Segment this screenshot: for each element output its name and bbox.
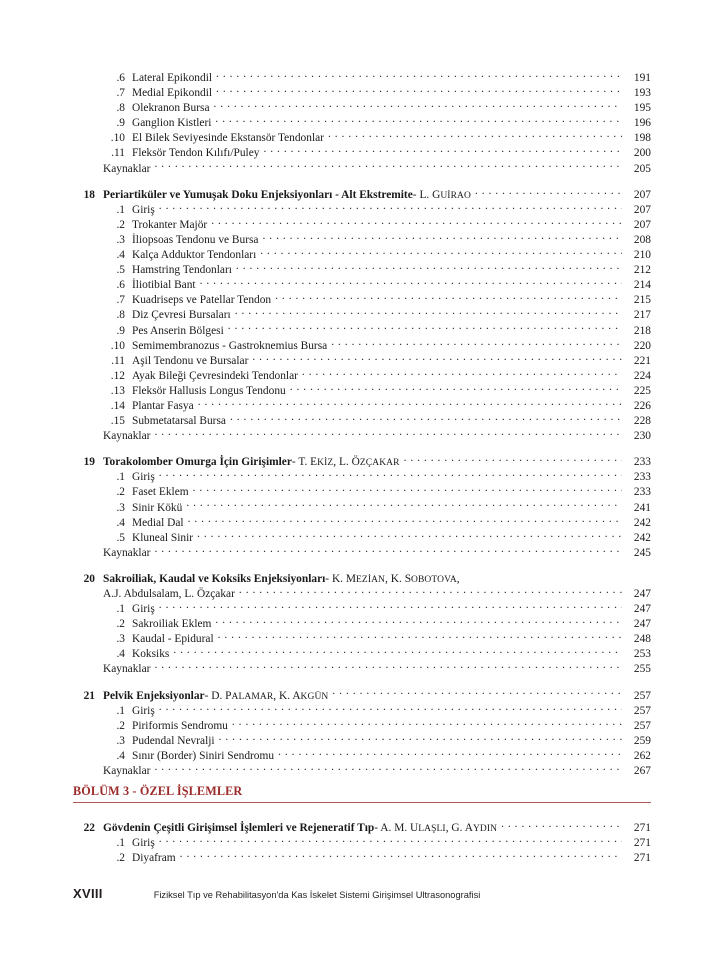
chapter-authors: - D. PALAMAR, K. AKGÜN [204,689,329,702]
entry-number: .3 [116,501,125,514]
entry-number: .12 [110,369,125,382]
chapter-page: 257 [633,689,651,702]
entry-page: 253 [633,648,651,661]
chapter-authors: - K. MEZİAN, K. SOBOTOVA, [325,572,460,585]
entry-label: Plantar Fasya [132,399,194,412]
dot-leader [501,820,622,831]
dot-leader [475,187,622,198]
dot-leader [154,161,622,172]
chapter-heading[interactable] [73,688,651,703]
chapter-page: 271 [633,822,651,834]
entry-page: 247 [633,618,651,631]
entry-page: 228 [633,415,651,428]
entry-page: 233 [633,471,651,484]
part-rule [73,802,651,803]
toc-entry[interactable] [73,601,651,616]
chapter-authors: - L. GUİRAO [412,188,471,201]
entry-number: .8 [116,309,125,322]
entry-page: 242 [633,516,651,529]
chapter-number: 19 [83,456,95,469]
entry-label: Trokanter Majör [132,218,208,231]
toc-entry[interactable] [73,368,651,383]
entry-number: .1 [116,603,125,616]
entry-page: 247 [633,603,651,616]
dot-leader [211,217,622,228]
toc-entry[interactable] [73,718,651,733]
chapter-heading[interactable] [73,187,651,202]
dot-leader [260,247,622,258]
dot-leader [197,530,622,541]
entry-number: .1 [116,704,125,717]
spacer [73,443,651,454]
chapter-heading[interactable] [73,820,651,835]
entry-number: .3 [116,633,125,646]
entry-page: 191 [633,72,651,84]
authors-text: L. GUİRAO [419,188,471,201]
entry-page: 196 [633,117,651,130]
spacer [73,560,651,571]
dot-leader [232,718,622,729]
entry-number: .2 [116,618,125,631]
folio-number: XVIII [73,886,103,901]
entry-number: .8 [116,102,125,115]
toc-entry[interactable] [73,277,651,292]
entry-number: .5 [116,264,125,277]
entry-label: Kluneal Sinir [132,531,194,544]
dot-leader [193,484,622,495]
entry-label: Submetatarsal Bursa [132,415,226,428]
entry-label: Sinir Kökü [132,501,183,514]
entry-page: 271 [633,837,651,850]
entry-number: .7 [116,87,125,100]
entry-page: 221 [633,354,651,367]
entry-label: Fleksör Tendon Kılıfı/Puley [132,147,260,160]
entry-page: 242 [633,531,651,544]
chapter-page: 247 [633,588,651,600]
dot-leader [252,353,622,364]
entry-label: Medial Dal [132,516,184,529]
chapter-title: Gövdenin Çeşitli Girişimsel İşlemleri ve Rejeneratif Tıp [103,822,375,834]
entry-page: 200 [633,147,651,160]
toc-references-entry[interactable] [73,545,651,560]
entry-number: .4 [116,648,125,661]
dot-leader [230,413,622,424]
chapter-number: 21 [83,689,95,702]
entry-page: 257 [633,719,651,732]
toc-entry[interactable] [73,703,651,718]
entry-label: Medial Epikondil [132,87,213,100]
entry-number: .10 [110,132,125,145]
dot-leader [154,763,622,774]
toc-entry[interactable] [73,398,651,413]
toc-entry[interactable] [73,145,651,160]
toc-entry[interactable] [73,383,651,398]
entry-number: .13 [110,384,125,397]
toc-entry[interactable] [73,115,651,130]
toc-continued-group [73,70,651,176]
dot-leader [154,545,622,556]
entry-label: Kaynaklar [103,430,151,443]
dot-leader [159,202,622,213]
entry-label: Giriş [132,704,155,717]
entry-page: 215 [633,294,651,307]
entry-label: Kaudal - Epidural [132,633,214,646]
entry-label: Kaynaklar [103,546,151,559]
dot-leader [216,70,622,81]
entry-page: 230 [633,430,651,443]
entry-label: Diyafram [132,852,176,865]
entry-number: .4 [116,249,125,262]
dot-leader [302,368,622,379]
entry-number: .2 [116,719,125,732]
entry-number: .3 [116,233,125,246]
toc-entry[interactable] [73,292,651,307]
chapter-heading[interactable] [73,454,651,469]
entry-number: .10 [110,339,125,352]
dot-leader [188,515,622,526]
chapter-heading[interactable] [73,571,651,586]
chapter-number: 22 [83,822,95,834]
dot-leader [239,586,622,597]
table-of-contents [73,70,651,778]
authors-text: A. M. ULAŞLI, G. AYDIN [380,822,498,834]
entry-page: 220 [633,339,651,352]
toc-entry[interactable] [73,323,651,338]
toc-entry[interactable] [73,70,651,85]
entry-number: .2 [116,852,125,865]
toc-entry[interactable] [73,748,651,763]
toc-references-entry[interactable] [73,428,651,443]
entry-page: 207 [633,218,651,231]
toc-entry[interactable] [73,100,651,115]
entry-page: 259 [633,734,651,747]
toc-entry[interactable] [73,733,651,748]
dot-leader [214,100,623,111]
toc-entry[interactable] [73,338,651,353]
page-footer [73,886,651,901]
entry-label: Olekranon Bursa [132,102,210,115]
entry-page: 248 [633,633,651,646]
dot-leader [159,835,622,846]
dot-leader [154,661,622,672]
entry-number: .2 [116,218,125,231]
entry-label: Fleksör Hallusis Longus Tendonu [132,384,286,397]
dot-leader [263,145,622,156]
entry-number: .7 [116,294,125,307]
entry-page: 193 [633,87,651,100]
toc-entry[interactable] [73,850,651,865]
entry-label: Pes Anserin Bölgesi [132,324,224,337]
entry-number: .5 [116,531,125,544]
toc-entry[interactable] [73,469,651,484]
entry-label: Giriş [132,603,155,616]
entry-number: .9 [116,324,125,337]
entry-number: .11 [111,147,125,160]
spacer [73,677,651,688]
toc-entry[interactable] [73,85,651,100]
entry-page: 225 [633,384,651,397]
chapter-authors: - T. EKİZ, L. ÖZÇAKAR [291,456,400,469]
running-head: Fiziksel Tıp ve Rehabilitasyon'da Kas İskelet Sistemi Girişimsel Ultrasonografisi [153,890,481,900]
entry-label: Piriformis Sendromu [132,719,228,732]
chapter-block-19 [73,454,651,560]
dot-leader [159,703,622,714]
entry-label: Koksiks [132,648,170,661]
entry-page: 271 [633,852,651,865]
chapter-block-21 [73,688,651,779]
entry-label: Aşil Tendonu ve Bursalar [132,354,249,367]
entry-label: Kalça Adduktor Tendonları [132,249,257,262]
entry-number: .1 [116,837,125,850]
entry-page: 208 [633,233,651,246]
authors-text: K. MEZİAN, K. SOBOTOVA, [331,572,460,585]
toc-entry[interactable] [73,631,651,646]
entry-label: İliopsoas Tendonu ve Bursa [132,233,259,246]
dot-leader [186,500,622,511]
entry-label: Semimembranozus - Gastroknemius Bursa [132,339,328,352]
entry-label: Giriş [132,203,155,216]
entry-number: .3 [116,734,125,747]
chapter-title: Torakolomber Omurga İçin Girişimler [103,456,292,469]
entry-label: Pudendal Nevralji [132,734,215,747]
chapter-number: 18 [83,188,95,201]
authors-text: T. EKİZ, L. ÖZÇAKAR [298,456,400,469]
entry-page: 233 [633,486,651,499]
dot-leader [200,277,622,288]
dot-leader [228,323,622,334]
entry-label: Kaynaklar [103,765,151,778]
chapter-page: 207 [633,188,651,201]
entry-label: Kuadriseps ve Patellar Tendon [132,294,272,307]
entry-page: 226 [633,399,651,412]
toc-entry[interactable] [73,202,651,217]
dot-leader [219,733,622,744]
toc-references-entry[interactable] [73,161,651,176]
dot-leader [328,130,622,141]
entry-number: .14 [110,399,125,412]
entry-label: Lateral Epikondil [132,72,213,84]
entry-label: Kaynaklar [103,663,151,676]
chapter-block-20 [73,571,651,677]
entry-page: 195 [633,102,651,115]
entry-label: Ganglion Kistleri [132,117,212,130]
entry-number: .1 [116,203,125,216]
dot-leader [215,115,622,126]
entry-number: .2 [116,486,125,499]
dot-leader [215,616,622,627]
dot-leader [235,307,622,318]
chapter-number: 20 [83,572,95,585]
toc-entry[interactable] [73,616,651,631]
entry-page: 212 [633,264,651,277]
entry-page: 214 [633,279,651,292]
authors-text-line2: A.J. Abdulsalam, L. Özçakar [103,588,235,600]
dot-leader [159,469,622,480]
entry-label: Diz Çevresi Bursaları [132,309,231,322]
chapter-title: Pelvik Enjeksiyonlar [103,689,205,702]
entry-number: .4 [116,749,125,762]
toc-entry[interactable] [73,835,651,850]
toc-entry[interactable] [73,413,651,428]
entry-number: .15 [110,415,125,428]
toc-references-entry[interactable] [73,661,651,676]
toc-entry[interactable] [73,530,651,545]
entry-page: 241 [633,501,651,514]
dot-leader [290,383,622,394]
entry-number: .11 [111,354,125,367]
part-title: BÖLÜM 3 - ÖZEL İŞLEMLER [73,784,243,798]
chapter-authors-continued[interactable] [73,586,651,601]
toc-entry[interactable] [73,353,651,368]
toc-entry[interactable] [73,484,651,499]
entry-page: 198 [633,132,651,145]
entry-page: 257 [633,704,651,717]
spacer [73,176,651,187]
dot-leader [154,428,622,439]
dot-leader [404,454,622,465]
entry-label: Sakroiliak Eklem [132,618,212,631]
entry-number: .4 [116,516,125,529]
entry-number: .6 [116,72,125,84]
toc-entry[interactable] [73,500,651,515]
entry-label: Kaynaklar [103,162,151,175]
dot-leader [198,398,622,409]
dot-leader [159,601,622,612]
entry-page: 262 [633,749,651,762]
entry-label: Giriş [132,471,155,484]
entry-page: 207 [633,203,651,216]
entry-page: 218 [633,324,651,337]
toc-entry[interactable] [73,130,651,145]
toc-entry[interactable] [73,262,651,277]
entry-label: Ayak Bileği Çevresindeki Tendonlar [132,369,298,382]
entry-label: Hamstring Tendonları [132,264,232,277]
dot-leader [331,338,622,349]
dot-leader [332,688,622,699]
entry-page: 224 [633,369,651,382]
dot-leader [218,631,622,642]
chapter-page: 233 [633,456,651,469]
chapter-block-18 [73,187,651,444]
chapter-authors: - A. M. ULAŞLI, G. AYDIN [374,822,498,834]
dot-leader [216,85,622,96]
entry-number: .1 [116,471,125,484]
toc-entry[interactable] [73,515,651,530]
toc-entry[interactable] [73,232,651,247]
entry-label: El Bilek Seviyesinde Ekstansör Tendonlar [132,132,324,145]
dot-leader [173,646,622,657]
chapter-block-22 [73,820,651,865]
entry-label: İliotibial Bant [132,279,196,292]
toc-entry[interactable] [73,217,651,232]
dot-leader [278,748,622,759]
toc-entry[interactable] [73,247,651,262]
dot-leader [263,232,623,243]
entry-page: 267 [633,765,651,778]
toc-entry[interactable] [73,646,651,661]
entry-page: 217 [633,309,651,322]
authors-text: D. PALAMAR, K. AKGÜN [211,689,329,702]
toc-references-entry[interactable] [73,763,651,778]
entry-page: 245 [633,546,651,559]
entry-label: Giriş [132,837,155,850]
entry-label: Sınır (Border) Siniri Sendromu [132,749,275,762]
dot-leader [275,292,622,303]
toc-entry[interactable] [73,307,651,322]
entry-page: 205 [633,162,651,175]
part-header [73,783,651,803]
entry-label: Faset Eklem [132,486,189,499]
entry-number: .9 [116,117,125,130]
chapter-title: Sakroiliak, Kaudal ve Koksiks Enjeksiyonları [103,572,326,585]
dot-leader [236,262,622,273]
dot-leader [180,850,622,861]
entry-number: .6 [116,279,125,292]
entry-page: 210 [633,249,651,262]
entry-page: 255 [633,663,651,676]
chapter-title: Periartiküler ve Yumuşak Doku Enjeksiyonları - Alt Ekstremite [103,188,413,201]
